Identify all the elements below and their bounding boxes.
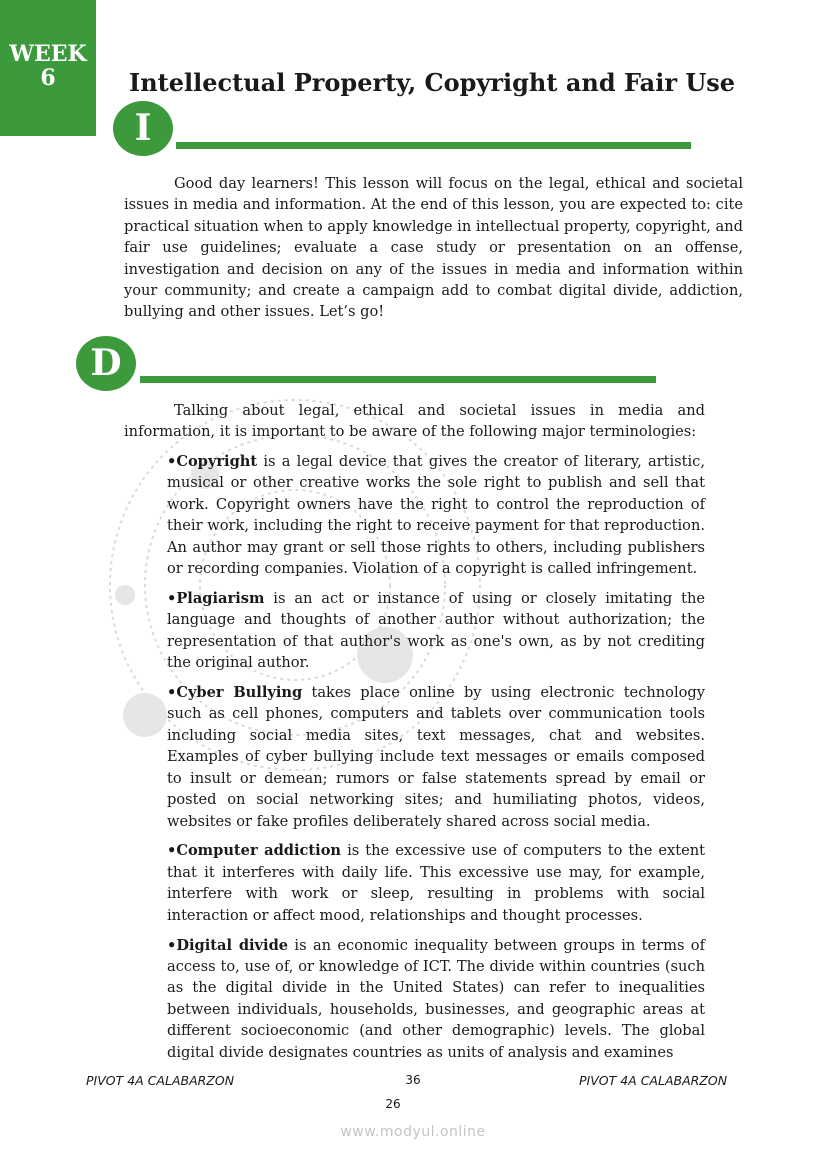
term-digital-divide <box>167 935 705 1063</box>
section-d-divider <box>140 376 656 383</box>
terminology-list <box>167 451 705 1071</box>
section-i-divider <box>176 142 691 149</box>
footer-center-number: 36 <box>405 1073 421 1087</box>
week-tab <box>0 0 96 136</box>
intro-paragraph: Good day learners! This lesson will focus on the legal, ethical and societal issues in media and information. At the end of this lesson, you are expected to: cite practical situation when to apply knowledge in intellectual property, copyright, and fair use guidelines; evaluate a case study or presentation on an offense, investigation and decision on any of the issues in media and information within your community; and create a campaign add to combat digital divide, addiction, bullying and other issues. Let’s go! <box>124 175 743 321</box>
term-cyber-bullying <box>167 682 705 832</box>
week-label: WEEK <box>9 41 87 67</box>
page-number: 26 <box>385 1097 401 1111</box>
term-definition: takes place online by using electronic technology such as cell phones, computers and tablets over communication tools including social media sites, text messages, chat and websites. Examples of cyber bullying include text messages or emails composed to insult or demean; rumors or false statements spread by email or posted on social networking sites; and humiliating photos, videos, websites or fake profiles deliberately shared across social media. <box>167 684 705 830</box>
term-name: •Copyright <box>167 453 258 470</box>
term-name: •Computer addiction <box>167 842 342 860</box>
week-number: 6 <box>40 65 56 91</box>
section-i-badge: I <box>113 101 173 156</box>
section-d-badge: D <box>76 336 136 391</box>
footer-right: PIVOT 4A CALABARZON <box>579 1073 728 1088</box>
footer-left: PIVOT 4A CALABARZON <box>86 1073 235 1088</box>
lead-paragraph: Talking about legal, ethical and societal issues in media and information, it is important to be aware of the following major terminologies: <box>124 402 705 441</box>
term-plagiarism <box>167 588 705 674</box>
term-definition: is a legal device that gives the creator of literary, artistic, musical or other creative works the sole right to publish and sell that work. Copyright owners have the right to control the reproduction of their work, including the right to receive payment for that reproduction. An author may grant or sell those rights to others, including publishers or recording companies. Violation of a copyright is called infringement. <box>167 453 705 578</box>
term-name: •Plagiarism <box>167 589 265 607</box>
term-copyright <box>167 451 705 579</box>
term-name: •Digital divide <box>167 936 289 954</box>
page-title: Intellectual Property, Copyright and Fair Use <box>129 68 736 97</box>
site-watermark: www.modyul.online <box>340 1124 486 1140</box>
term-definition: is an economic inequality between groups in terms of access to, use of, or knowledge of ICT. The divide within countries (such as the digital divide in the United States) can refer to inequalities between individuals, households, businesses, and geographic areas at different socioeconomic (and other demographic) levels. The global digital divide designates countries as units of analysis and examines <box>167 936 705 1061</box>
term-definition: is the excessive use of computers to the extent that it interferes with daily life. This excessive use may, for example, interfere with work or sleep, resulting in problems with social interaction or affect mood, relationships and thought processes. <box>167 842 705 924</box>
term-definition: is an act or instance of using or closely imitating the language and thoughts of another author without authorization; the representation of that author's work as one's own, as by not crediting the original author. <box>167 589 705 672</box>
term-name: •Cyber Bullying <box>167 684 303 702</box>
term-computer-addiction <box>167 840 705 926</box>
